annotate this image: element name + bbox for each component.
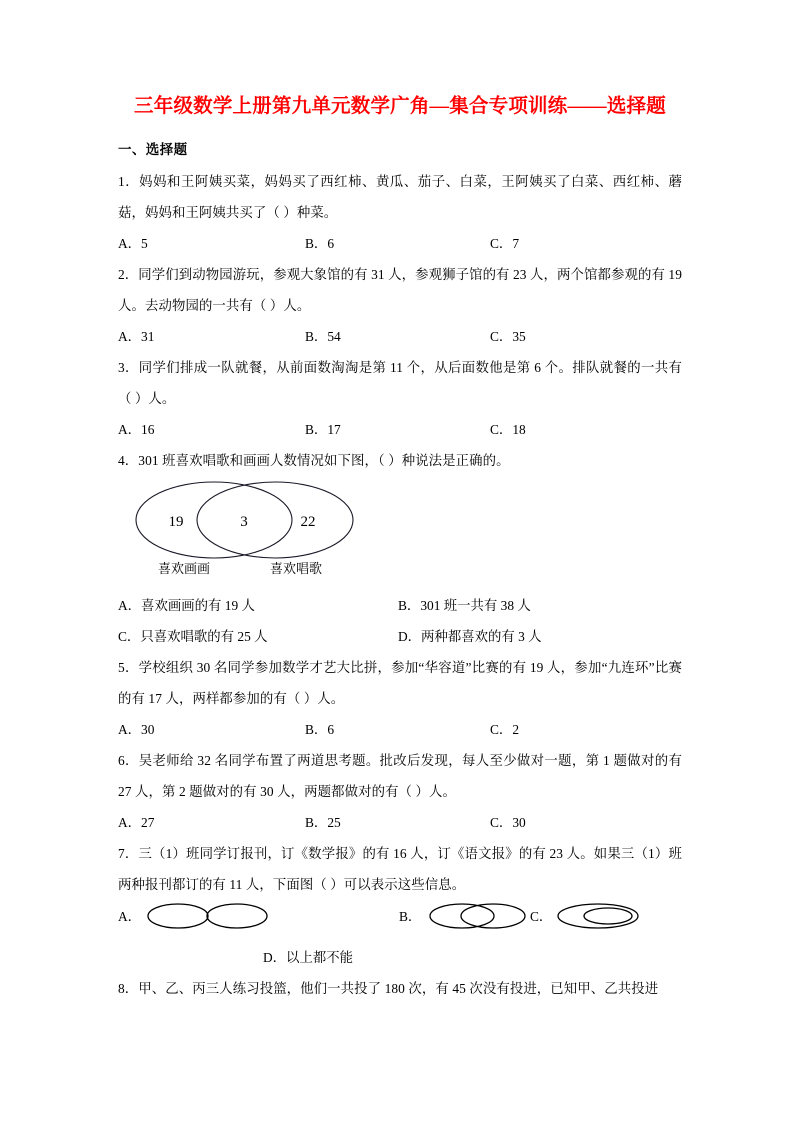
question-4-options-row2 [118, 621, 682, 652]
option-c[interactable]: C．2 [490, 722, 520, 737]
venn-left-ellipse [136, 482, 292, 558]
question-3-text: 3．同学们排成一队就餐，从前面数淘淘是第 11 个，从后面数他是第 6 个。排队就餐的一共有（ ）人。 [118, 360, 682, 406]
venn-both-value: 3 [240, 514, 248, 530]
section-heading: 一、选择题 [118, 142, 188, 157]
question-8-text: 8．甲、乙、丙三人练习投篮，他们一共投了 180 次，有 45 次没有投进，已知甲、乙共投进 [118, 981, 659, 996]
option-b[interactable]: B．54 [305, 329, 341, 344]
option-b[interactable]: B．25 [305, 815, 341, 830]
venn-diagram [118, 480, 682, 590]
question-2-text: 2．同学们到动物园游玩，参观大象馆的有 31 人，参观狮子馆的有 23 人，两个馆都参观的有 19 人。去动物园的一共有（ ）人。 [118, 267, 682, 313]
option-a[interactable]: A．喜欢画画的有 19 人 [118, 598, 255, 613]
ellipse-inside-ellipse-icon [556, 900, 640, 932]
venn-label-left: 喜欢画画 [158, 562, 211, 577]
question-7-text: 7．三（1）班同学订报刊，订《数学报》的有 16 人，订《语文报》的有 23 人。如果三（1）班两种报刊都订的有 11 人，下面图（ ）可以表示这些信息。 [118, 846, 682, 892]
option-b-label: B． [399, 908, 422, 924]
venn-labels [118, 558, 682, 580]
venn-label-right: 喜欢唱歌 [270, 562, 323, 577]
option-c[interactable]: C．只喜欢唱歌的有 25 人 [118, 629, 268, 644]
question-5-text: 5．学校组织 30 名同学参加数学才艺大比拼，参加“华容道”比赛的有 19 人，参加“九连环”比赛的有 17 人，两样都参加的有（ ）人。 [118, 660, 682, 706]
option-c[interactable]: C．18 [490, 422, 526, 437]
question-7-option-d [118, 942, 682, 973]
question-4-text: 4．301 班喜欢唱歌和画画人数情况如下图，（ ）种说法是正确的。 [118, 453, 510, 468]
venn-right-ellipse [197, 482, 353, 558]
option-b[interactable]: B．6 [305, 236, 335, 251]
venn-right-value: 22 [300, 514, 316, 530]
question-3-options [118, 414, 682, 445]
option-a[interactable]: A．27 [118, 815, 155, 830]
option-a[interactable]: A．31 [118, 329, 155, 344]
option-c[interactable]: C．30 [490, 815, 526, 830]
option-c[interactable]: C．7 [490, 236, 520, 251]
question-4-options-row1 [118, 590, 682, 621]
question-5-options [118, 714, 682, 745]
option-c-label: C． [530, 908, 553, 924]
option-b[interactable] [399, 900, 529, 932]
venn-diagram-svg [118, 480, 418, 570]
question-6-options [118, 807, 682, 838]
question-1-text: 1．妈妈和王阿姨买菜，妈妈买了西红柿、黄瓜、茄子、白菜，王阿姨买了白菜、西红柿、蘑菇，妈妈和王阿姨共买了（ ）种菜。 [118, 174, 682, 220]
option-d[interactable]: D．两种都喜欢的有 3 人 [398, 629, 542, 644]
option-a[interactable]: A．5 [118, 236, 148, 251]
option-b[interactable]: B．6 [305, 722, 335, 737]
option-c[interactable]: C．35 [490, 329, 526, 344]
page-content [118, 92, 682, 1004]
question-2-options [118, 321, 682, 352]
option-a[interactable]: A．30 [118, 722, 155, 737]
option-d[interactable]: D．以上都不能 [263, 950, 354, 965]
option-b[interactable]: B．17 [305, 422, 341, 437]
option-a-label: A． [118, 908, 142, 924]
question-6-text: 6．吴老师给 32 名同学布置了两道思考题。批改后发现，每人至少做对一题，第 1 题做对的有 27 人，第 2 题做对的有 30 人，两题都做对的有（ ）人。 [118, 753, 682, 799]
question-7-picture-options [118, 900, 682, 942]
two-separate-ellipses-icon [145, 900, 267, 932]
option-a[interactable] [118, 900, 267, 932]
question-1-options [118, 228, 682, 259]
venn-left-value: 19 [168, 514, 184, 530]
option-b[interactable]: B．301 班一共有 38 人 [398, 598, 531, 613]
two-overlapping-ellipses-icon [425, 900, 529, 932]
page-title: 三年级数学上册第九单元数学广角—集合专项训练——选择题 [134, 96, 666, 117]
option-a[interactable]: A．16 [118, 422, 155, 437]
option-c[interactable] [530, 900, 640, 932]
